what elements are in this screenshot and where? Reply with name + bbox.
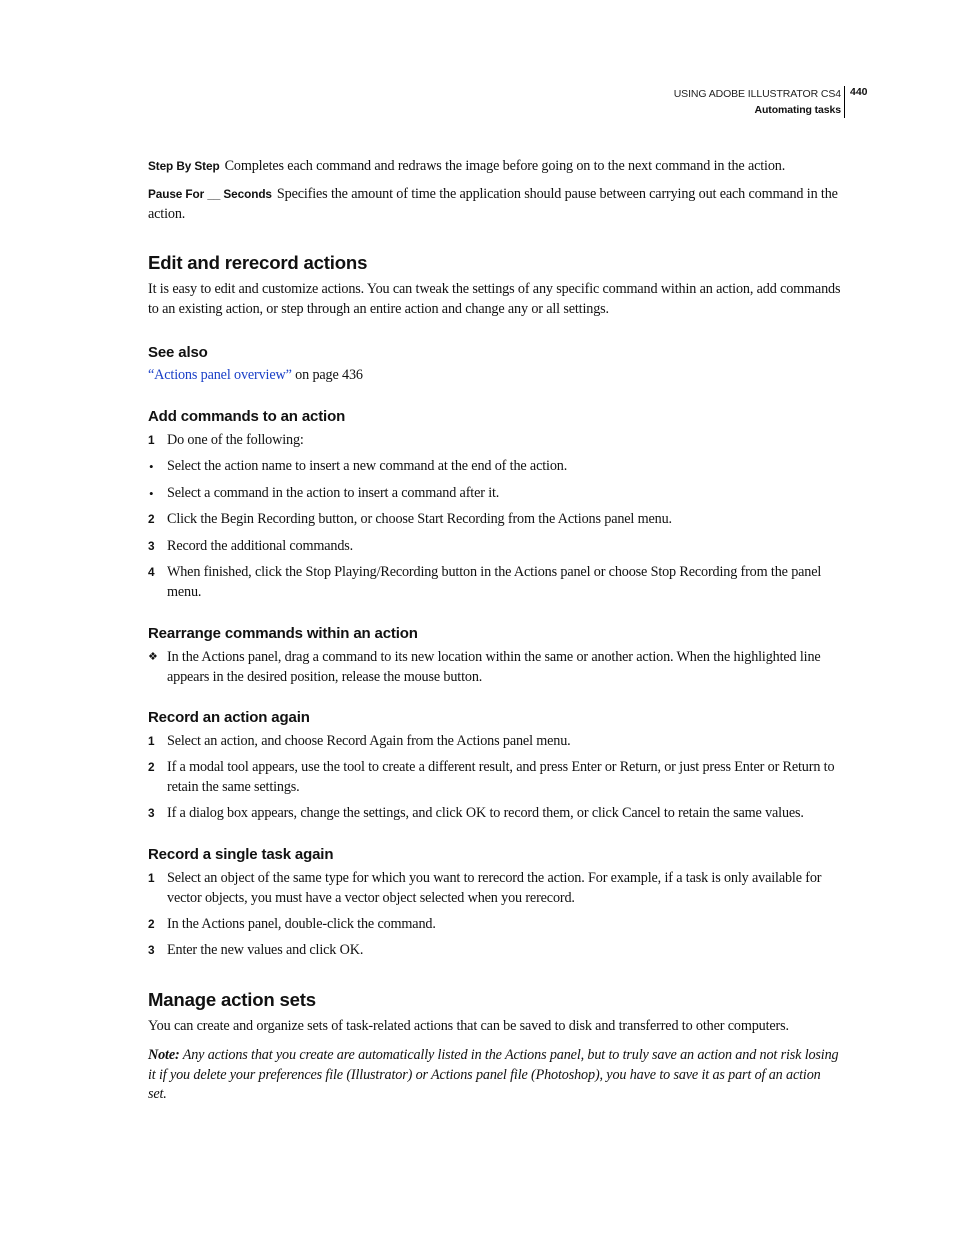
list-item <box>148 563 842 602</box>
note-paragraph <box>148 1046 842 1105</box>
step-number: 3 <box>148 539 155 553</box>
step-text: When finished, click the Stop Playing/Recording button in the Actions panel or choose Stop Recording from the panel menu. <box>167 564 822 600</box>
step-number: 2 <box>148 917 155 931</box>
step-text: Do one of the following: <box>167 432 304 448</box>
note-text: Any actions that you create are automatically listed in the Actions panel, but to truly save an action and not risk losing it if you delete your preferences file (Illustrator) or Actions panel file (Photoshop), you have to save it as part of an action set. <box>148 1047 839 1103</box>
page-reference: on page 436 <box>291 367 363 383</box>
bullet-text: Select the action name to insert a new command at the end of the action. <box>167 458 568 474</box>
step-number: 2 <box>148 512 155 526</box>
list-item <box>148 457 842 477</box>
list-item <box>148 869 842 908</box>
list-item <box>148 648 842 687</box>
list-item <box>148 510 842 530</box>
term-description: Completes each command and redraws the image before going on to the next command in the action. <box>224 158 786 174</box>
list-item <box>148 484 842 504</box>
bullet-icon: • <box>149 486 154 501</box>
actions-panel-overview-link[interactable]: Actions panel overview <box>154 367 286 383</box>
heading-see-also: See also <box>148 344 208 361</box>
heading-manage-action-sets: Manage action sets <box>148 989 316 1010</box>
step-number: 1 <box>148 433 155 447</box>
step-number: 3 <box>148 943 155 957</box>
term-label: Step By Step <box>148 159 220 173</box>
step-number: 1 <box>148 871 155 885</box>
step-text: Enter the new values and click OK. <box>167 942 364 958</box>
heading-record-action-again: Record an action again <box>148 709 310 726</box>
list-item <box>148 804 842 824</box>
running-header-title: USING ADOBE ILLUSTRATOR CS4 <box>673 88 841 100</box>
note-label: Note: <box>148 1047 180 1063</box>
edit-section-body: It is easy to edit and customize actions. You can tweak the settings of any specific command within an action, add commands to an existing action, or step through an entire action and change any or all settings. <box>148 281 841 317</box>
page-number: 440 <box>850 86 868 98</box>
term-pause-for-seconds <box>148 185 842 224</box>
header-divider <box>844 86 845 118</box>
step-number: 1 <box>148 734 155 748</box>
see-also-reference <box>148 366 842 386</box>
list-item <box>148 915 842 935</box>
step-text: If a dialog box appears, change the settings, and click OK to record them, or click Cancel to retain the same values. <box>167 805 804 821</box>
bullet-text: Select a command in the action to insert a command after it. <box>167 485 500 501</box>
heading-edit-rerecord: Edit and rerecord actions <box>148 252 368 273</box>
diamond-bullet-icon: ❖ <box>148 651 158 663</box>
step-number: 4 <box>148 565 155 579</box>
list-item <box>148 758 842 797</box>
heading-record-single-task: Record a single task again <box>148 846 334 863</box>
step-text: If a modal tool appears, use the tool to create a different result, and press Enter or Return, or just press Enter or Return to retain the same settings. <box>167 759 835 795</box>
step-text: Record the additional commands. <box>167 538 354 554</box>
step-text: Click the Begin Recording button, or choose Start Recording from the Actions panel menu. <box>167 511 672 527</box>
list-item <box>148 732 842 752</box>
term-description: Specifies the amount of time the application should pause between carrying out each command in the action. <box>148 186 838 222</box>
term-label: Pause For __ Seconds <box>148 187 272 201</box>
step-text: Select an object of the same type for which you want to rerecord the action. For example, if a task is only available for vector objects, you must have a vector object selected when you rerecord. <box>167 870 822 906</box>
manage-section-body: You can create and organize sets of task-related actions that can be saved to disk and transferred to other computers. <box>148 1018 789 1034</box>
heading-rearrange-commands: Rearrange commands within an action <box>148 625 418 642</box>
instruction-text: In the Actions panel, drag a command to its new location within the same or another action. When the highlighted line appears in the desired position, release the mouse button. <box>167 649 821 685</box>
step-number: 3 <box>148 806 155 820</box>
running-header-section: Automating tasks <box>754 104 841 116</box>
heading-add-commands: Add commands to an action <box>148 408 346 425</box>
bullet-icon: • <box>149 459 154 474</box>
step-number: 2 <box>148 760 155 774</box>
see-also-close-quote: ” <box>285 367 292 383</box>
list-item <box>148 537 842 557</box>
list-item <box>148 431 842 451</box>
term-step-by-step <box>148 157 842 177</box>
list-item <box>148 941 842 961</box>
see-also-open-quote: “ <box>148 367 155 383</box>
step-text: Select an action, and choose Record Again from the Actions panel menu. <box>167 733 571 749</box>
step-text: In the Actions panel, double-click the command. <box>167 916 436 932</box>
